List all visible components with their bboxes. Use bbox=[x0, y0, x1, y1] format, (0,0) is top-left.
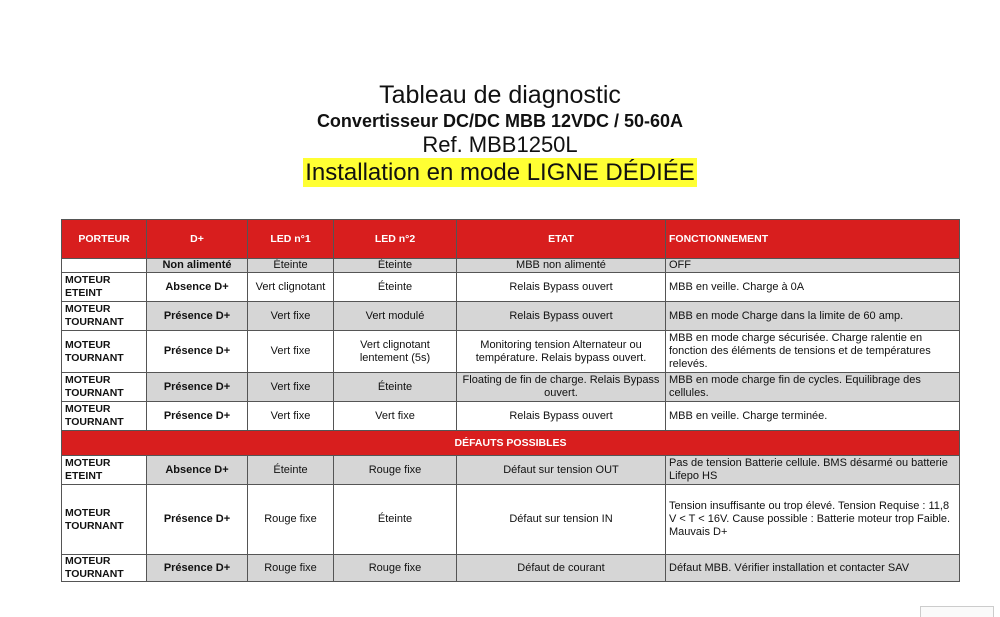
cell-led2: Rouge fixe bbox=[334, 456, 457, 485]
cell-porteur: MOTEUR ETEINT bbox=[62, 273, 147, 302]
cell-etat: Défaut sur tension IN bbox=[457, 485, 666, 555]
installation-mode-highlight: Installation en mode LIGNE DÉDIÉE bbox=[305, 159, 695, 186]
cell-fonctionnement: Tension insuffisante ou trop élevé. Tension Requise : 11,8 V < T < 16V. Cause possible : Batterie moteur trop Faible. Mauvais D+ bbox=[666, 485, 960, 555]
cell-fonctionnement: OFF bbox=[666, 259, 960, 273]
cell-etat: Relais Bypass ouvert bbox=[457, 402, 666, 431]
cell-led1: Vert fixe bbox=[248, 331, 334, 373]
cell-d-plus: Non alimenté bbox=[147, 259, 248, 273]
document-title-block bbox=[0, 80, 1000, 187]
cell-etat: Relais Bypass ouvert bbox=[457, 302, 666, 331]
cell-fonctionnement: MBB en veille. Charge à 0A bbox=[666, 273, 960, 302]
cell-led1: Éteinte bbox=[248, 456, 334, 485]
cell-led1: Vert fixe bbox=[248, 373, 334, 402]
cell-led2: Vert modulé bbox=[334, 302, 457, 331]
table-row bbox=[62, 456, 960, 485]
document-reference: Ref. MBB1250L bbox=[422, 132, 578, 157]
cell-porteur: MOTEUR TOURNANT bbox=[62, 555, 147, 582]
cell-etat: Défaut de courant bbox=[457, 555, 666, 582]
diagnostic-table bbox=[61, 219, 960, 582]
cell-led2: Éteinte bbox=[334, 259, 457, 273]
cell-fonctionnement: Défaut MBB. Vérifier installation et contacter SAV bbox=[666, 555, 960, 582]
table-row bbox=[62, 555, 960, 582]
table-row bbox=[62, 331, 960, 373]
cell-led2: Vert fixe bbox=[334, 402, 457, 431]
table-row bbox=[62, 259, 960, 273]
cell-d-plus: Présence D+ bbox=[147, 302, 248, 331]
section-title-defauts: DÉFAUTS POSSIBLES bbox=[62, 431, 960, 456]
cell-led1: Rouge fixe bbox=[248, 555, 334, 582]
cell-led1: Rouge fixe bbox=[248, 485, 334, 555]
cell-porteur: MOTEUR ETEINT bbox=[62, 456, 147, 485]
cell-fonctionnement: MBB en mode charge sécurisée. Charge ralentie en fonction des éléments de tensions et de températures relevés. bbox=[666, 331, 960, 373]
cell-led2: Vert clignotant lentement (5s) bbox=[334, 331, 457, 373]
cell-etat: Monitoring tension Alternateur ou température. Relais bypass ouvert. bbox=[457, 331, 666, 373]
cell-porteur bbox=[62, 259, 147, 273]
table-row bbox=[62, 373, 960, 402]
header-d-plus: D+ bbox=[147, 220, 248, 259]
cell-d-plus: Absence D+ bbox=[147, 273, 248, 302]
cell-led1: Vert fixe bbox=[248, 302, 334, 331]
section-row-defauts bbox=[62, 431, 960, 456]
cell-led2: Éteinte bbox=[334, 273, 457, 302]
cell-d-plus: Présence D+ bbox=[147, 331, 248, 373]
table-row bbox=[62, 273, 960, 302]
header-led2: LED n°2 bbox=[334, 220, 457, 259]
cell-etat: Défaut sur tension OUT bbox=[457, 456, 666, 485]
cell-fonctionnement: Pas de tension Batterie cellule. BMS désarmé ou batterie Lifepo HS bbox=[666, 456, 960, 485]
cell-porteur: MOTEUR TOURNANT bbox=[62, 331, 147, 373]
document-subtitle: Convertisseur DC/DC MBB 12VDC / 50-60A bbox=[316, 111, 684, 131]
cell-led1: Vert clignotant bbox=[248, 273, 334, 302]
cell-etat: Relais Bypass ouvert bbox=[457, 273, 666, 302]
cell-fonctionnement: MBB en veille. Charge terminée. bbox=[666, 402, 960, 431]
table-row bbox=[62, 402, 960, 431]
table-row bbox=[62, 485, 960, 555]
cell-led2: Éteinte bbox=[334, 373, 457, 402]
header-fonctionnement: FONCTIONNEMENT bbox=[666, 220, 960, 259]
header-porteur: PORTEUR bbox=[62, 220, 147, 259]
cell-led2: Rouge fixe bbox=[334, 555, 457, 582]
cell-d-plus: Absence D+ bbox=[147, 456, 248, 485]
table-header-row bbox=[62, 220, 960, 259]
cell-d-plus: Présence D+ bbox=[147, 373, 248, 402]
cell-led1: Éteinte bbox=[248, 259, 334, 273]
cell-porteur: MOTEUR TOURNANT bbox=[62, 373, 147, 402]
next-page-thumbnail bbox=[920, 606, 994, 617]
cell-fonctionnement: MBB en mode charge fin de cycles. Equilibrage des cellules. bbox=[666, 373, 960, 402]
cell-led1: Vert fixe bbox=[248, 402, 334, 431]
cell-d-plus: Présence D+ bbox=[147, 555, 248, 582]
cell-etat: Floating de fin de charge. Relais Bypass ouvert. bbox=[457, 373, 666, 402]
cell-etat: MBB non alimenté bbox=[457, 259, 666, 273]
header-etat: ETAT bbox=[457, 220, 666, 259]
cell-porteur: MOTEUR TOURNANT bbox=[62, 302, 147, 331]
cell-led2: Éteinte bbox=[334, 485, 457, 555]
cell-d-plus: Présence D+ bbox=[147, 402, 248, 431]
cell-porteur: MOTEUR TOURNANT bbox=[62, 485, 147, 555]
header-led1: LED n°1 bbox=[248, 220, 334, 259]
cell-porteur: MOTEUR TOURNANT bbox=[62, 402, 147, 431]
cell-d-plus: Présence D+ bbox=[147, 485, 248, 555]
document-title: Tableau de diagnostic bbox=[379, 81, 621, 109]
cell-fonctionnement: MBB en mode Charge dans la limite de 60 amp. bbox=[666, 302, 960, 331]
table-row bbox=[62, 302, 960, 331]
